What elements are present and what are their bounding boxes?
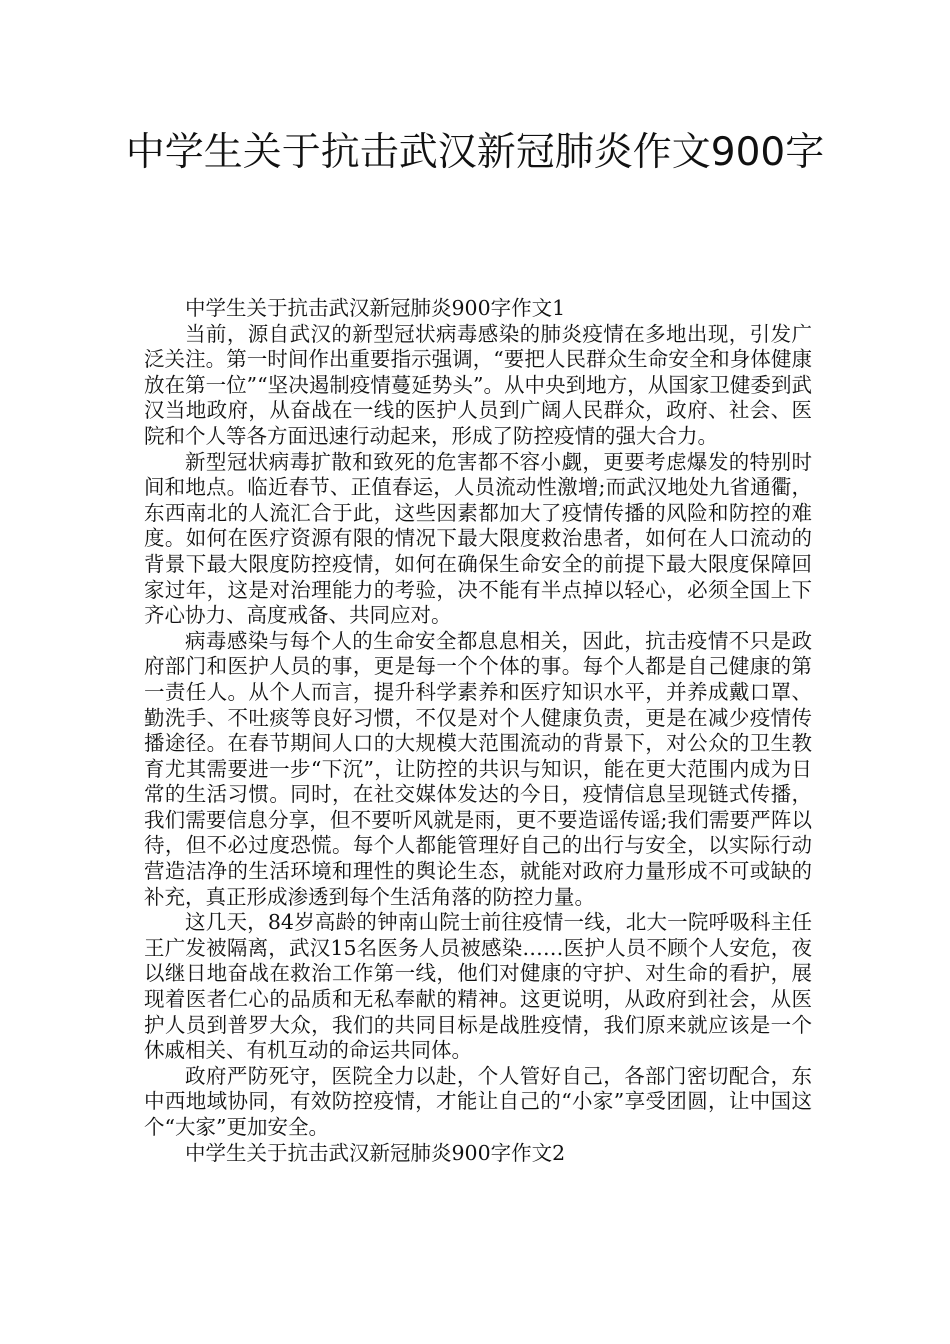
document-body xyxy=(144,296,812,1166)
document-title: 中学生关于抗击武汉新冠肺炎作文900字 xyxy=(125,130,825,175)
section-heading: 中学生关于抗击武汉新冠肺炎900字作文2 xyxy=(185,1140,566,1165)
section-heading: 中学生关于抗击武汉新冠肺炎900字作文1 xyxy=(185,296,566,320)
paragraph: 新型冠状病毒扩散和致死的危害都不容小觑，更要考虑爆发的特别时间和地点。临近春节、正值春运，人员流动性激增;而武汉地处九省通衢，东西南北的人流汇合于此，这些因素都加大了疫情传播的风险和防控的难度。如何在医疗资源有限的情况下最大限度救治患者，如何在人口流动的背景下最大限度防控疫情，如何在确保生命安全的前提下最大限度保障回家过年，这是对治理能力的考验，决不能有半点掉以轻心，必须全国上下齐心协力、高度戒备、共同应对。 xyxy=(144,449,812,628)
paragraph: 病毒感染与每个人的生命安全都息息相关，因此，抗击疫情不只是政府部门和医护人员的事，更是每一个个体的事。每个人都是自己健康的第一责任人。从个人而言，提升科学素养和医疗知识水平，并养成戴口罩、勤洗手、不吐痰等良好习惯，不仅是对个人健康负责，更是在减少疫情传播途径。在春节期间人口的大规模大范围流动的背景下，对公众的卫生教育尤其需要进一步“下沉”，让防控的共识与知识，能在更大范围内成为日常的生活习惯。同时，在社交媒体发达的今日，疫情信息呈现链式传播，我们需要信息分享，但不要听风就是雨，更不要造谣传谣;我们需要严阵以待，但不必过度恐慌。每个人都能管理好自己的出行与安全，以实际行动营造洁净的生活环境和理性的舆论生态，就能对政府力量形成不可或缺的补充，真正形成渗透到每个生活角落的防控力量。 xyxy=(144,628,812,909)
paragraph: 当前，源自武汉的新型冠状病毒感染的肺炎疫情在多地出现，引发广泛关注。第一时间作出重要指示强调，“要把人民群众生命安全和身体健康放在第一位”“坚决遏制疫情蔓延势头”。从中央到地方，从国家卫健委到武汉当地政府，从奋战在一线的医护人员到广阔人民群众，政府、社会、医院和个人等各方面迅速行动起来，形成了防控疫情的强大合力。 xyxy=(144,321,812,448)
paragraph: 这几天，84岁高龄的钟南山院士前往疫情一线，北大一院呼吸科主任王广发被隔离，武汉15名医务人员被感染……医护人员不顾个人安危，夜以继日地奋战在救治工作第一线，他们对健康的守护、对生命的看护，展现着医者仁心的品质和无私奉献的精神。这更说明，从政府到社会，从医护人员到普罗大众，我们的共同目标是战胜疫情，我们原来就应该是一个休戚相关、有机互动的命运共同体。 xyxy=(144,910,812,1063)
paragraph: 政府严防死守，医院全力以赴，个人管好自己，各部门密切配合，东中西地域协同，有效防控疫情，才能让自己的“小家”享受团圆，让中国这个“大家”更加安全。 xyxy=(144,1063,812,1139)
